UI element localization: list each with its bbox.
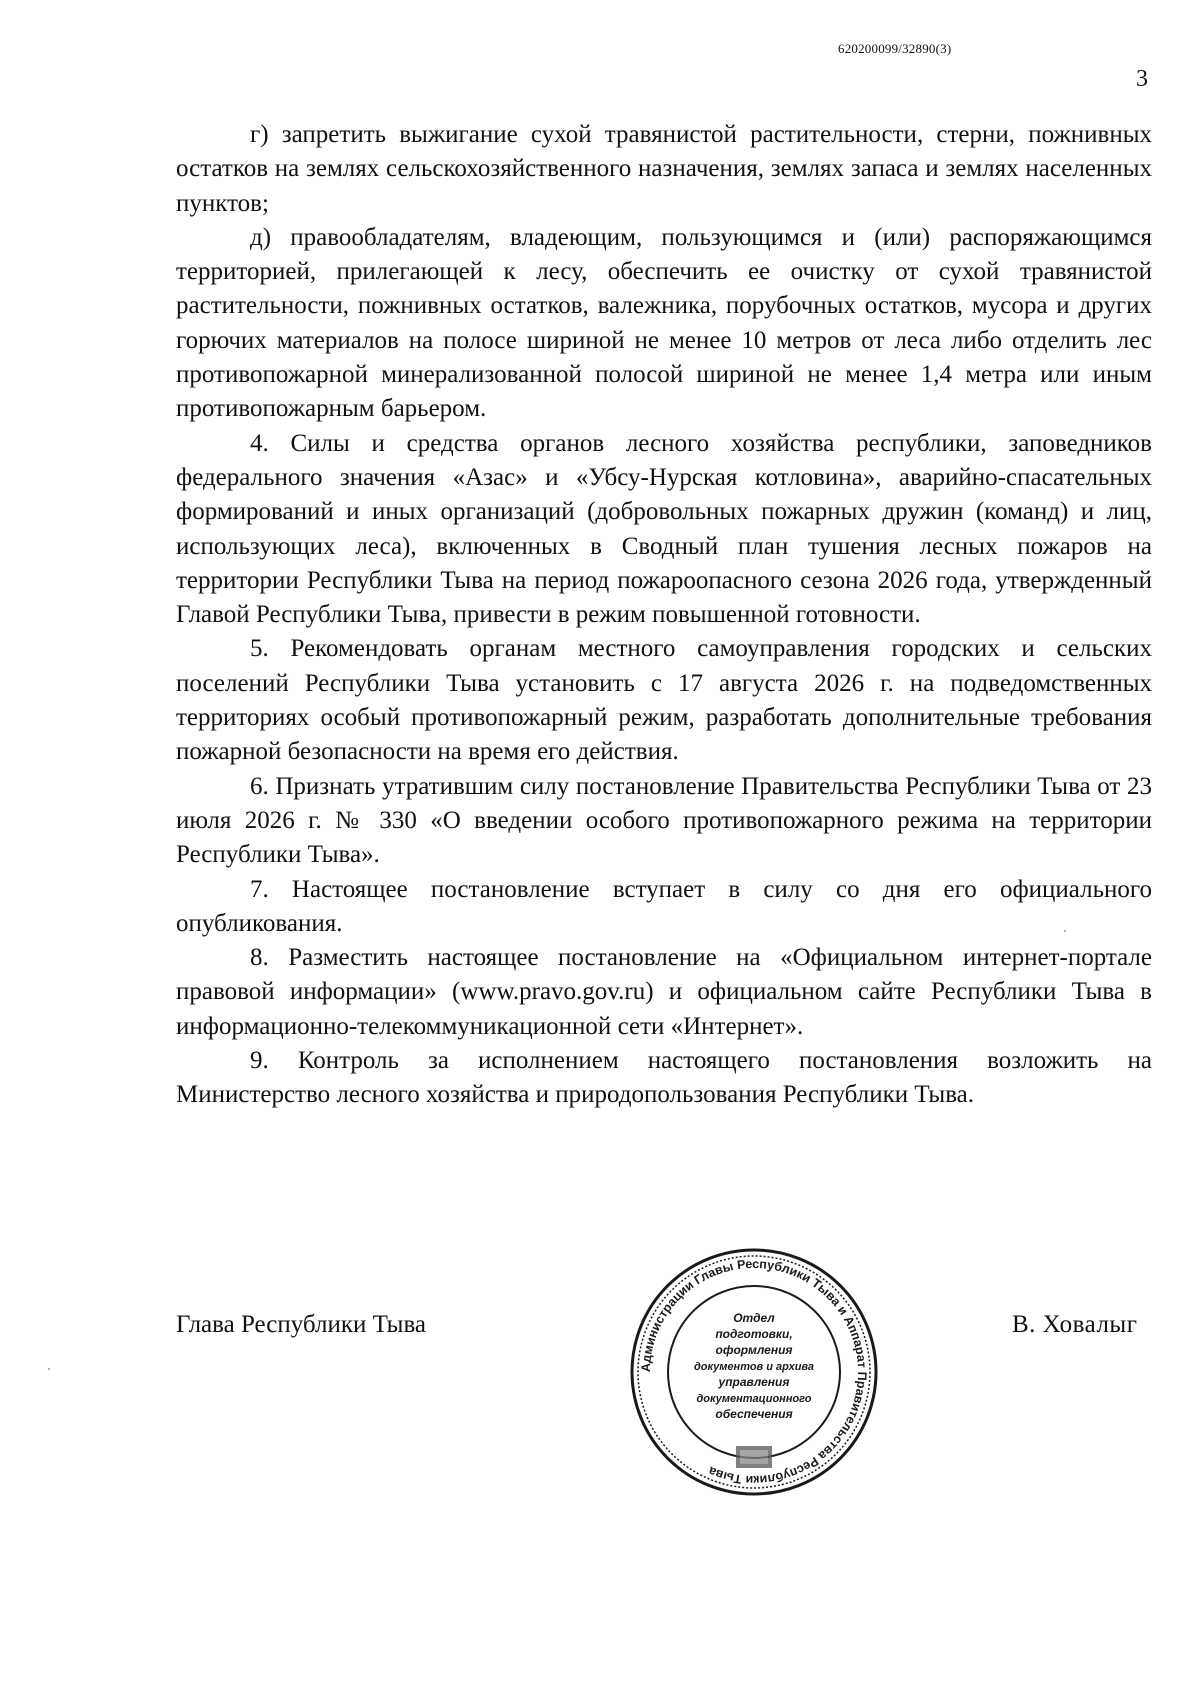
paragraph-7: 7. Настоящее постановление вступает в силу со дня его официального опубликования. bbox=[176, 875, 1152, 937]
paragraph-9: 9. Контроль за исполнением настоящего постановления возложить на Министерство лесного хозяйства и природопользования Республики Тыва. bbox=[176, 1047, 1152, 1109]
seal-inner-line: Отдел bbox=[733, 1311, 775, 1325]
page-number: 3 bbox=[1136, 66, 1148, 92]
document-body bbox=[176, 118, 1152, 1113]
seal-inner-line: документов и архива bbox=[693, 1361, 815, 1373]
paragraph-8: 8. Разместить настоящее постановление на «Официальном интернет-портале правовой информации» (www.pravo.gov.ru) и официальном сайте Республики Тыва в информационно-телекоммуникационной сети «Интернет». bbox=[176, 944, 1152, 1040]
paragraph-g: г) запретить выжигание сухой травянистой растительности, стерни, пожнивных остатков на землях сельскохозяйственного назначения, землях запаса и землях населенных пунктов; bbox=[176, 121, 1152, 217]
seal-emblem-smudge bbox=[736, 1446, 772, 1468]
seal-inner-line: управления bbox=[718, 1375, 790, 1389]
seal-outer-text: Администрации Главы Республики Тыва и Аппарат Правительства Республики Тыва bbox=[638, 1256, 870, 1488]
paragraph-4: 4. Силы и средства органов лесного хозяйства республики, заповедников федерального значения «Азас» и «Убсу-Нурская котловина», аварийно-спасательных формирований и иных организаций (добровольных пожарных дружин (команд) и лиц, использующих леса), включенных в Сводный план тушения лесных пожаров на территории Республики Тыва на период пожароопасного сезона 2026 года, утвержденный Главой Республики Тыва, привести в режим повышенной готовности. bbox=[176, 429, 1152, 629]
scan-speck bbox=[1064, 930, 1066, 932]
seal-inner-line: документационного bbox=[696, 1393, 812, 1405]
seal-inner-line: подготовки, bbox=[715, 1327, 793, 1341]
paragraph-d: д) правообладателям, владеющим, пользующимся и (или) распоряжающимся территорией, прилегающей к лесу, обеспечить ее очистку от сухой травянистой растительности, пожнивных остатков, валежника, порубочных остатков, мусора и других горючих материалов на полосе шириной не менее 10 метров от леса либо отделить лес противопожарной минерализованной полосой шириной не менее 1,4 метра или иным противопожарным барьером. bbox=[176, 223, 1152, 423]
signatory-position: Глава Республики Тыва bbox=[176, 1311, 427, 1338]
seal-inner-line: обеспечения bbox=[715, 1407, 793, 1421]
paragraph-6: 6. Признать утратившим силу постановление Правительства Республики Тыва от 23 июля 2026 г. № 330 «О введении особого противопожарного режима на территории Республики Тыва». bbox=[176, 772, 1152, 869]
official-seal bbox=[628, 1246, 880, 1498]
seal-inner-line: оформления bbox=[715, 1343, 793, 1357]
scan-speck bbox=[48, 1368, 50, 1370]
document-id: 620200099/32890(3) bbox=[838, 41, 952, 56]
signatory-name: В. Ховалыг bbox=[1012, 1311, 1138, 1338]
paragraph-5: 5. Рекомендовать органам местного самоуправления городских и сельских поселений Республики Тыва установить с 17 августа 2026 г. на подведомственных территориях особый противопожарный режим, разработать дополнительные требования пожарной безопасности на время его действия. bbox=[176, 635, 1152, 766]
